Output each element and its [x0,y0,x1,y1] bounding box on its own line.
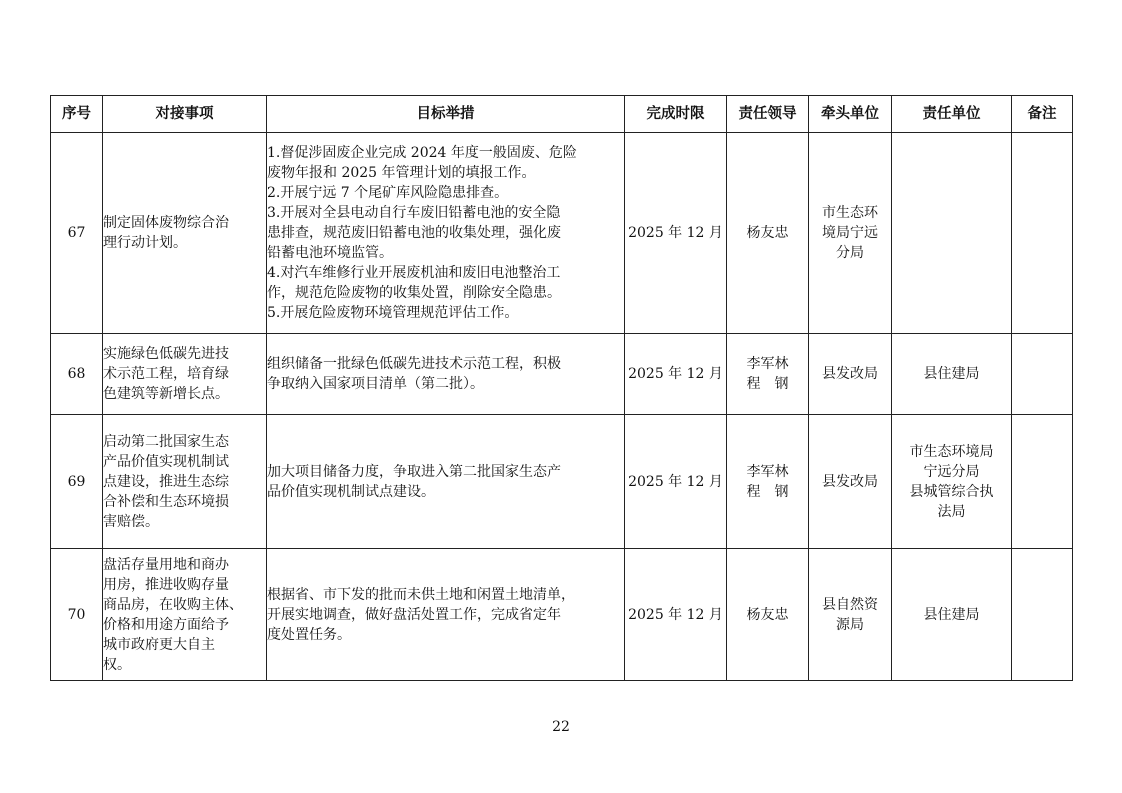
cell-item-line: 启动第二批国家生态 [103,433,229,450]
cell-resp-unit [892,549,1012,681]
cell-leader-line: 程 钢 [746,376,789,392]
cell-goal-line: 组织储备一批绿色低碳先进技术示范工程，积极 [267,356,561,372]
cell-leader-line: 程 钢 [746,483,789,500]
cell-lead-unit-line: 境局宁远 [822,225,878,241]
header-seq: 序号 [51,96,103,133]
cell-remark [1012,334,1073,415]
cell-resp-unit-line: 县住建局 [923,606,980,623]
cell-resp-unit-line: 县住建局 [923,366,980,382]
cell-item-line: 权。 [103,656,131,673]
cell-goal [267,334,625,415]
cell-deadline: 2025 年 12 月 [625,133,727,334]
cell-goal-line: 加大项目储备力度，争取进入第二批国家生态产 [267,463,561,480]
cell-goal-line: 品价值实现机制试点建设。 [267,483,435,500]
cell-goal-line: 1.督促涉固废企业完成 2024 年度一般固废、危险 [267,145,577,161]
cell-goal-line: 度处置任务。 [267,626,351,643]
header-remark: 备注 [1012,96,1073,133]
cell-lead-unit [809,415,892,549]
cell-resp-unit-line: 市生态环境局 [909,443,994,460]
cell-lead-unit [809,133,892,334]
cell-goal-line: 5.开展危险废物环境管理规范评估工作。 [267,305,519,321]
cell-remark [1012,549,1073,681]
cell-leader-line: 李军林 [746,356,789,372]
cell-resp-unit-line: 宁远分局 [923,463,980,480]
cell-goal [267,549,625,681]
cell-item-line: 产品价值实现机制试 [103,453,229,470]
page-number: 22 [552,719,570,735]
cell-item-line: 用房，推进收购存量 [103,576,229,593]
cell-leader [727,133,809,334]
cell-remark [1012,133,1073,334]
table-row [51,133,1073,334]
cell-item [103,549,267,681]
header-item: 对接事项 [103,96,267,133]
cell-lead-unit [809,549,892,681]
cell-item [103,133,267,334]
cell-goal-line: 4.对汽车维修行业开展废机油和废旧电池整治工 [267,265,561,281]
cell-item [103,415,267,549]
header-row [51,96,1073,133]
cell-lead-unit [809,334,892,415]
cell-leader [727,549,809,681]
cell-goal-line: 作，规范危险废物的收集处置，削除安全隐患。 [267,285,561,301]
header-goal: 目标举措 [267,96,625,133]
table-row [51,334,1073,415]
cell-deadline: 2025 年 12 月 [625,415,727,549]
cell-deadline: 2025 年 12 月 [625,549,727,681]
cell-item-line: 价格和用途方面给予 [103,616,229,633]
cell-leader-line: 杨友忠 [746,606,789,623]
cell-lead-unit-line: 县发改局 [822,473,878,490]
cell-remark [1012,415,1073,549]
cell-goal-line: 争取纳入国家项目清单（第二批）。 [267,376,484,392]
cell-item-line: 术示范工程，培育绿 [103,366,229,382]
cell-item-line: 城市政府更大自主 [103,636,215,653]
cell-item-line: 实施绿色低碳先进技 [103,346,229,362]
cell-item [103,334,267,415]
cell-lead-unit-line: 县发改局 [822,366,878,382]
cell-item-line: 色建筑等新增长点。 [103,386,229,402]
cell-resp-unit [892,415,1012,549]
cell-resp-unit-line: 法局 [937,503,966,520]
cell-goal-line: 3.开展对全县电动自行车废旧铅蓄电池的安全隐 [267,205,561,221]
cell-lead-unit-line: 源局 [836,616,864,633]
cell-seq: 69 [51,415,103,549]
cell-goal [267,133,625,334]
cell-item-line: 商品房，在收购主体、 [103,596,243,613]
cell-leader-line: 李军林 [746,463,789,480]
cell-lead-unit-line: 县自然资 [822,596,878,613]
cell-item-line: 盘活存量用地和商办 [103,556,229,573]
cell-lead-unit-line: 分局 [836,245,864,261]
cell-goal-line: 开展实地调查，做好盘活处置工作，完成省定年 [267,606,561,623]
cell-item-line: 合补偿和生态环境损 [103,493,229,510]
cell-item-line: 点建设，推进生态综 [103,473,229,490]
cell-goal-line: 根据省、市下发的批而未供土地和闲置土地清单， [267,586,575,603]
task-table [50,95,1073,681]
table-row [51,549,1073,681]
cell-leader-line: 杨友忠 [746,225,789,241]
table-row [51,415,1073,549]
cell-goal-line: 2.开展宁远 7 个尾矿库风险隐患排查。 [267,185,509,201]
cell-deadline: 2025 年 12 月 [625,334,727,415]
cell-goal [267,415,625,549]
cell-goal-line: 废物年报和 2025 年管理计划的填报工作。 [267,165,536,181]
header-lead-unit: 牵头单位 [809,96,892,133]
cell-leader [727,334,809,415]
cell-item-line: 制定固体废物综合治 [103,215,229,231]
cell-resp-unit-line: 县城管综合执 [909,483,994,500]
cell-lead-unit-line: 市生态环 [822,205,878,221]
cell-goal-line: 患排查，规范废旧铅蓄电池的收集处理，强化废 [267,225,561,241]
cell-seq: 67 [51,133,103,334]
header-deadline: 完成时限 [625,96,727,133]
header-resp-unit: 责任单位 [892,96,1012,133]
cell-goal-line: 铅蓄电池环境监管。 [267,245,393,261]
cell-seq: 70 [51,549,103,681]
header-leader: 责任领导 [727,96,809,133]
cell-item-line: 害赔偿。 [103,513,159,530]
cell-seq: 68 [51,334,103,415]
cell-resp-unit [892,334,1012,415]
cell-resp-unit [892,133,1012,334]
cell-leader [727,415,809,549]
cell-item-line: 理行动计划。 [103,235,187,251]
